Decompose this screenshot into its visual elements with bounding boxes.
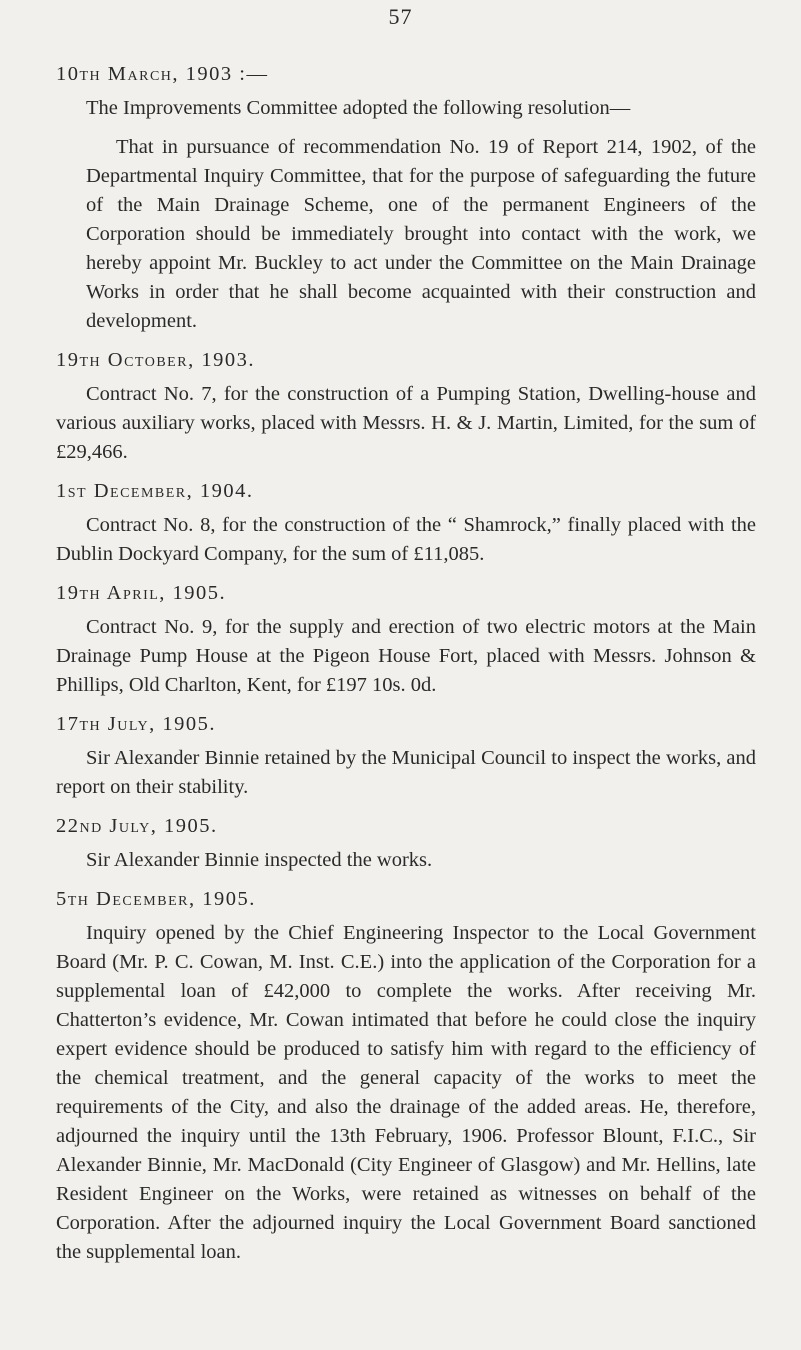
entry-paragraph: Sir Alexander Binnie inspected the works. — [86, 849, 433, 871]
document-body — [56, 60, 756, 1277]
entry-paragraph: The Improvements Committee adopted the following resolution— — [86, 97, 631, 119]
entry-date: 1st December, 1904. — [56, 480, 254, 502]
entry-date: 10th March, 1903 :— — [56, 63, 269, 85]
entry-date: 5th December, 1905. — [56, 888, 256, 910]
entry-paragraph: Sir Alexander Binnie retained by the Municipal Council to inspect the works, and report on their stability. — [56, 747, 756, 798]
entry-date: 17th July, 1905. — [56, 713, 217, 735]
entry-date: 19th April, 1905. — [56, 582, 227, 604]
page-number: 57 — [388, 4, 413, 29]
entry-paragraph: Contract No. 9, for the supply and erection of two electric motors at the Main Drainage Pump House at the Pigeon House Fort, placed with Messrs. Johnson & Phillips, Old Charlton, Kent, for £197 10s. 0d. — [56, 616, 756, 696]
entry-paragraph: Inquiry opened by the Chief Engineering Inspector to the Local Government Board (Mr. P. C. Cowan, M. Inst. C.E.) into the application of the Corporation for a supplemental loan of £42,000 to complete the works. After receiving Mr. Chatterton’s evidence, Mr. Cowan intimated that before he could close the inquiry expert evidence should be produced to satisfy him with regard to the efficiency of the chemical treatment, and the general capacity of the works to meet the requirements of the City, and also the drainage of the added areas. He, therefore, adjourned the inquiry until the 13th February, 1906. Professor Blount, F.I.C., Sir Alexander Binnie, Mr. MacDonald (City Engineer of Glasgow) and Mr. Hellins, late Resident Engineer on the Works, were retained as witnesses on behalf of the Corporation. After the adjourned inquiry the Local Government Board sanctioned the supplemental loan. — [56, 922, 756, 1263]
entry-paragraph: Contract No. 8, for the construction of the “ Shamrock,” finally placed with the Dublin Dockyard Company, for the sum of £11,085. — [56, 514, 756, 565]
entry-date: 22nd July, 1905. — [56, 815, 218, 837]
resolution-quote: That in pursuance of recommendation No. 19 of Report 214, 1902, of the Departmental Inquiry Committee, that for the purpose of safeguarding the future of the Main Drainage Scheme, one of the permanent Engineers of the Corporation should be immediately brought into contact with the work, we hereby appoint Mr. Buckley to act under the Committee on the Main Drainage Works in order that he shall become acquainted with their construction and development. — [86, 136, 756, 332]
entry-date: 19th October, 1903. — [56, 349, 255, 371]
entry-paragraph: Contract No. 7, for the construction of a Pumping Station, Dwelling-house and various auxiliary works, placed with Messrs. H. & J. Martin, Limited, for the sum of £29,466. — [56, 383, 756, 463]
